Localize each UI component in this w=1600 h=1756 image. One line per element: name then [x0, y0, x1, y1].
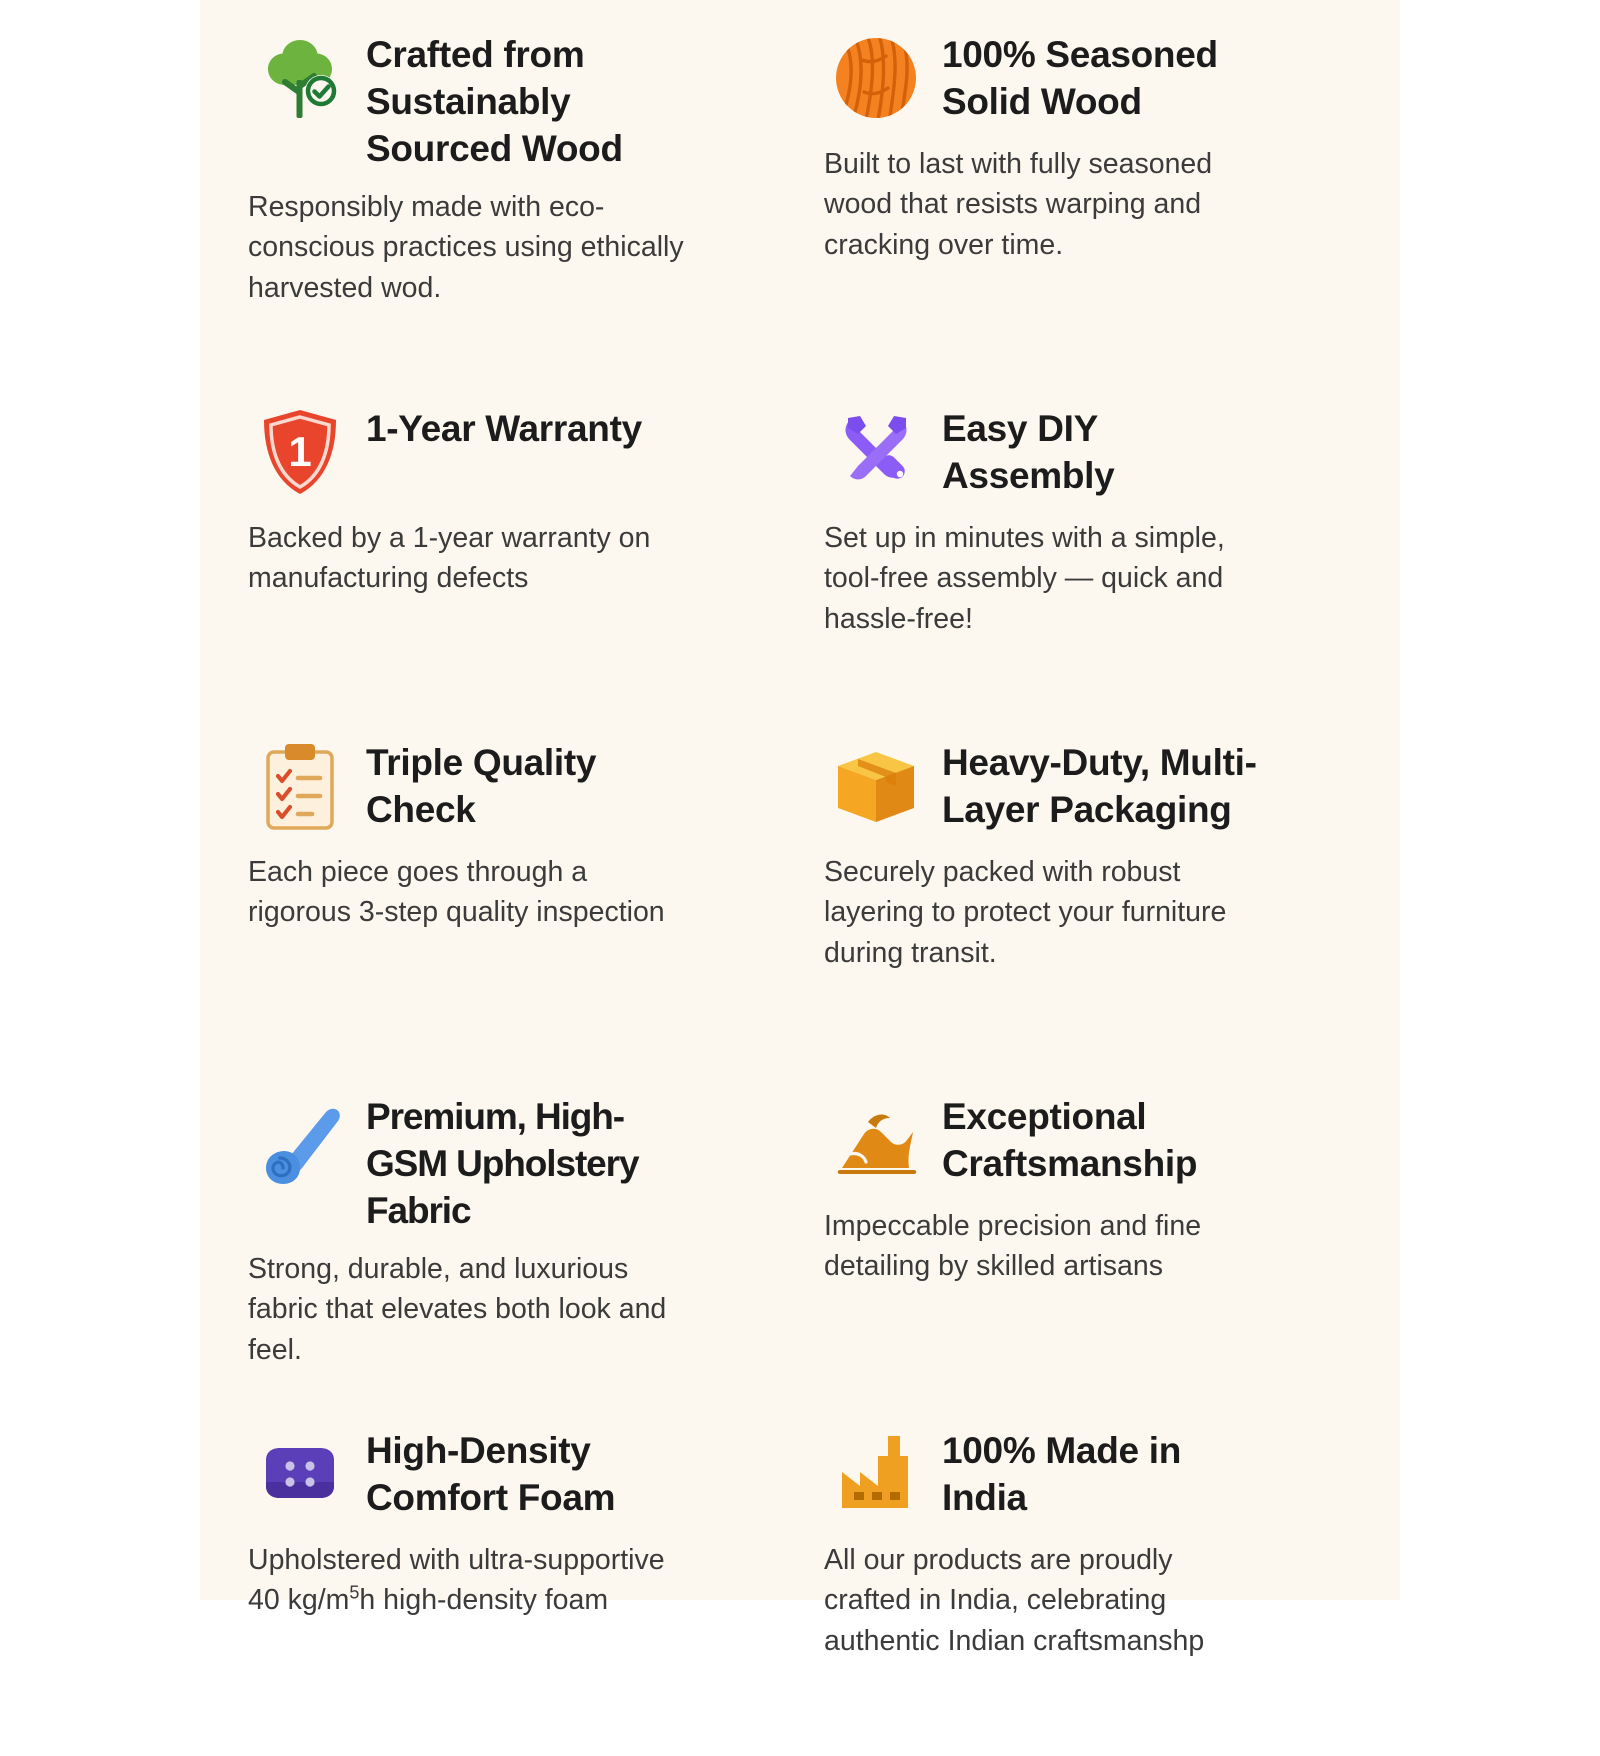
feature-header	[824, 400, 1352, 504]
package-box-icon	[824, 734, 928, 838]
feature-description: Each piece goes through a rigorous 3-step quality inspection	[248, 856, 665, 929]
feature-header	[248, 400, 776, 504]
feature-title: 100% Seasoned Solid Wood	[942, 34, 1218, 122]
feature-header	[824, 734, 1352, 838]
feature-description	[248, 1540, 688, 1621]
feature-description: Impeccable precision and fine detailing by skilled artisans	[824, 1210, 1202, 1283]
foam-desc-pre: Upholstered with ultra-supportive 40 kg/m	[248, 1544, 665, 1617]
feature-title: Easy DIY Assembly	[942, 408, 1115, 496]
features-grid	[248, 26, 1352, 1756]
clipboard-checklist-icon	[248, 734, 352, 838]
features-sheet	[200, 0, 1400, 1657]
factory-icon	[824, 1422, 928, 1526]
feature-card	[824, 734, 1352, 1088]
feature-description: Backed by a 1-year warranty on manufacturing defects	[248, 522, 651, 595]
feature-title: Exceptional Craftsmanship	[942, 1096, 1198, 1184]
feature-header	[248, 734, 776, 838]
feature-header	[248, 1088, 776, 1235]
feature-card	[824, 26, 1352, 400]
wrench-screwdriver-icon	[824, 400, 928, 504]
wood-grain-circle-icon	[824, 26, 928, 130]
feature-card	[248, 1422, 776, 1756]
feature-header	[824, 1422, 1352, 1526]
feature-header	[248, 1422, 776, 1526]
feature-title: Heavy-Duty, Multi-Layer Packaging	[942, 742, 1257, 830]
foam-desc-post: h high-density foam	[359, 1584, 609, 1617]
feature-title: 100% Made in India	[942, 1430, 1182, 1518]
feature-description: Set up in minutes with a simple, tool-free assembly — quick and hassle-free!	[824, 522, 1225, 635]
shield-warranty-icon	[248, 400, 352, 504]
warranty-badge-number: 1	[288, 428, 312, 475]
hand-plane-icon	[824, 1088, 928, 1192]
feature-card	[248, 1088, 776, 1422]
feature-card	[824, 1422, 1352, 1756]
rolled-fabric-icon	[248, 1088, 352, 1192]
feature-title: Crafted from Sustainably Sourced Wood	[366, 34, 623, 169]
feature-description: Securely packed with robust layering to protect your furniture during transit.	[824, 856, 1227, 969]
feature-description: Built to last with fully seasoned wood that resists warping and cracking over time.	[824, 148, 1213, 261]
feature-description: All our products are proudly crafted in India, celebrating authentic Indian craftsmanshp	[824, 1544, 1205, 1657]
feature-card	[248, 734, 776, 1088]
feature-card	[248, 400, 776, 734]
feature-card	[248, 26, 776, 400]
feature-title: Premium, High-GSM Upholstery Fabric	[366, 1096, 639, 1231]
foam-mattress-icon	[248, 1422, 352, 1526]
feature-description: Responsibly made with eco-conscious practices using ethically harvested wod.	[248, 190, 684, 304]
feature-header	[824, 1088, 1352, 1192]
feature-title: Triple Quality Check	[366, 742, 597, 830]
feature-title: 1-Year Warranty	[366, 408, 642, 449]
feature-header	[824, 26, 1352, 130]
feature-description: Strong, durable, and luxurious fabric that elevates both look and feel.	[248, 1252, 667, 1366]
feature-card	[824, 1088, 1352, 1422]
feature-card	[824, 400, 1352, 734]
foam-desc-exponent: 5	[349, 1582, 360, 1603]
feature-header	[248, 26, 776, 173]
tree-check-icon	[248, 26, 352, 130]
feature-title: High-Density Comfort Foam	[366, 1430, 616, 1518]
